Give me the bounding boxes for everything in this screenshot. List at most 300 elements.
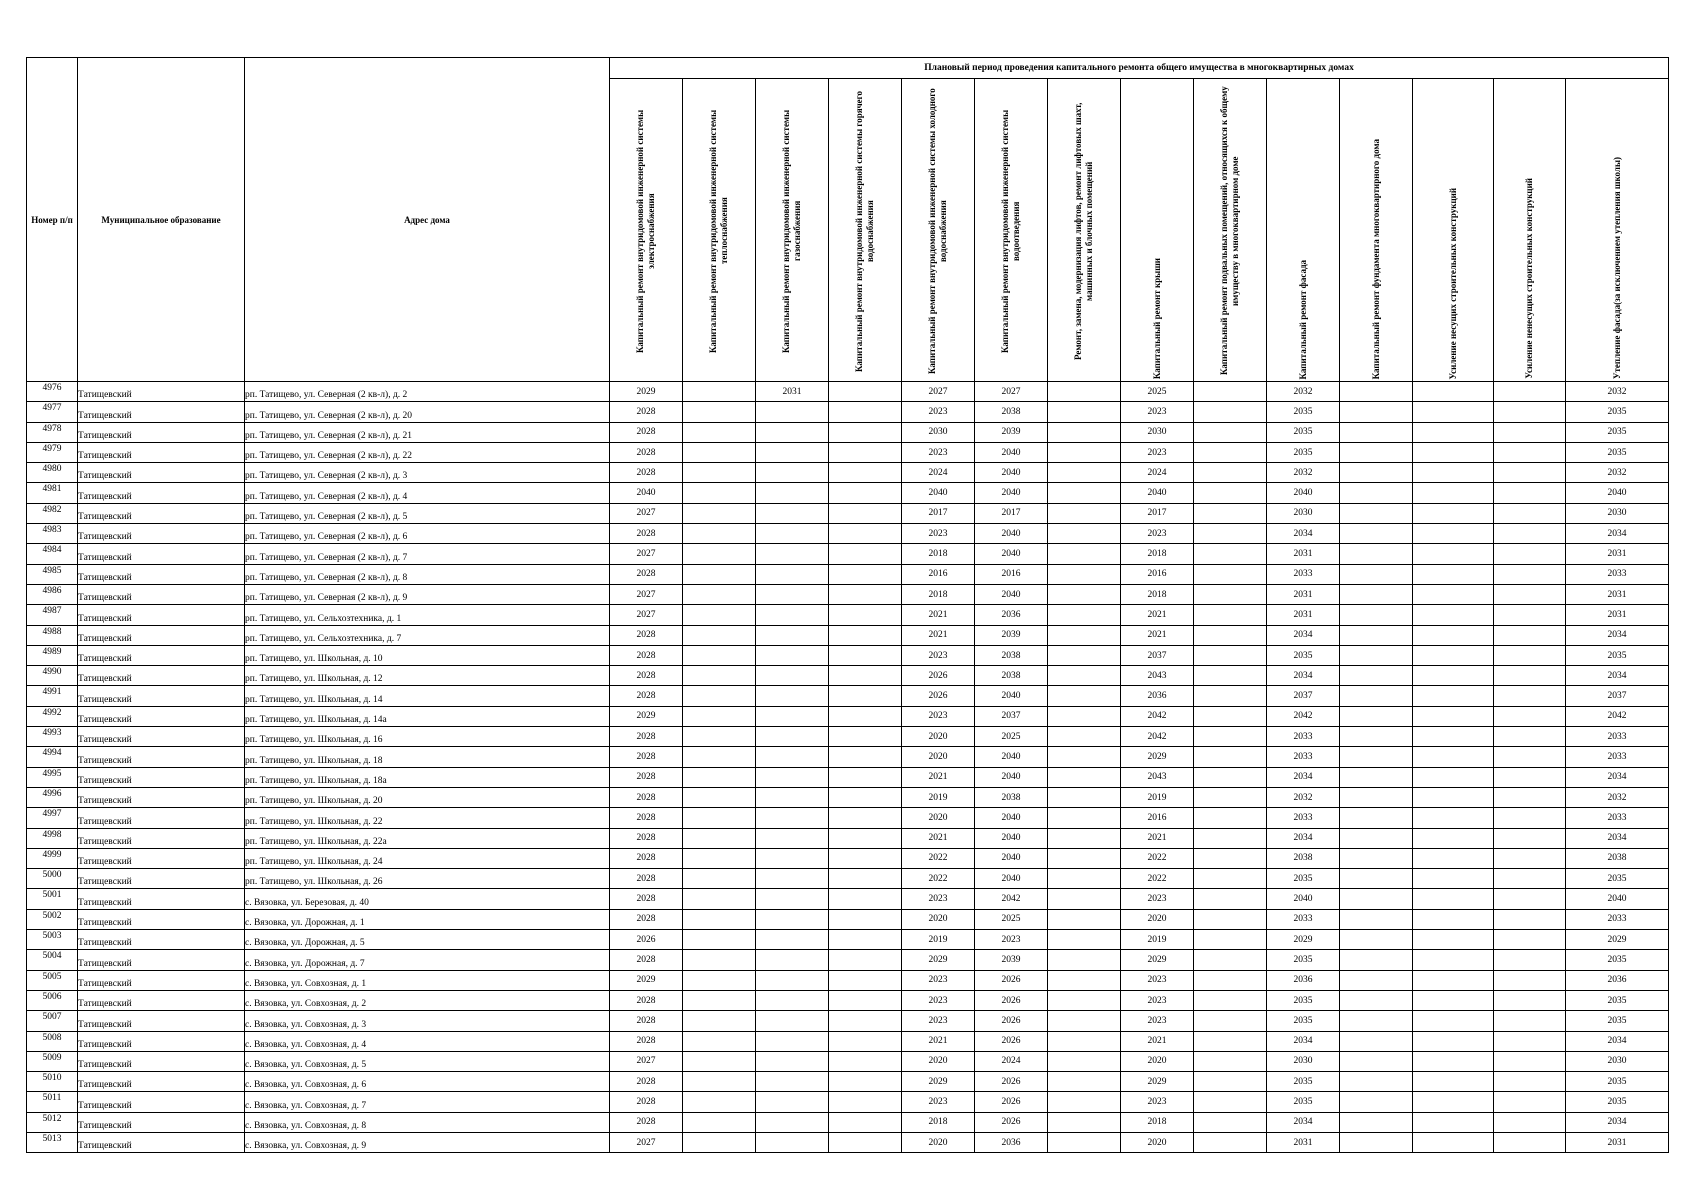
row-year-cell	[1048, 747, 1121, 767]
row-year-cell	[1413, 706, 1494, 726]
row-year-cell: 2023	[902, 442, 975, 462]
row-municipality: Татищевский	[78, 808, 245, 828]
row-year-cell	[1194, 544, 1267, 564]
row-number: 4983	[27, 524, 78, 544]
row-year-cell: 2034	[1267, 1112, 1340, 1132]
row-year-cell	[683, 1072, 756, 1092]
row-year-cell	[1340, 1011, 1413, 1031]
table-row	[27, 1132, 1669, 1152]
row-year-cell: 2029	[610, 382, 683, 402]
row-number: 4987	[27, 605, 78, 625]
row-year-cell	[1194, 686, 1267, 706]
row-year-cell	[756, 828, 829, 848]
row-year-cell	[756, 747, 829, 767]
row-year-cell	[1048, 909, 1121, 929]
row-year-cell	[683, 990, 756, 1010]
header-planned-period: Плановый период проведения капитального ремонта общего имущества в многоквартирных домах	[610, 58, 1669, 79]
row-year-cell	[1494, 848, 1566, 868]
row-year-cell	[1413, 869, 1494, 889]
row-year-cell	[683, 625, 756, 645]
header-work-type	[1121, 79, 1194, 382]
header-work-label: Капитальный ремонт внутридомовой инженерной системы холодного водоснабжения	[927, 88, 948, 374]
table-row	[27, 869, 1669, 889]
row-year-cell: 2026	[975, 1011, 1048, 1031]
row-year-cell: 2021	[1121, 625, 1194, 645]
header-work-type	[975, 79, 1048, 382]
row-year-cell	[1194, 727, 1267, 747]
row-address: рп. Татищево, ул. Школьная, д. 24	[245, 848, 610, 868]
table-header	[27, 58, 1669, 382]
row-number: 5006	[27, 990, 78, 1010]
row-year-cell: 2028	[610, 828, 683, 848]
header-work-type	[683, 79, 756, 382]
row-year-cell	[756, 1132, 829, 1152]
row-year-cell	[683, 828, 756, 848]
row-year-cell	[1194, 828, 1267, 848]
row-year-cell: 2043	[1121, 767, 1194, 787]
row-year-cell	[829, 402, 902, 422]
row-year-cell: 2040	[975, 442, 1048, 462]
header-work-label: Капитальный ремонт внутридомовой инженерной системы газоснабжения	[781, 109, 802, 353]
table-row	[27, 808, 1669, 828]
row-year-cell: 2028	[610, 1031, 683, 1051]
row-year-cell	[756, 889, 829, 909]
row-municipality: Татищевский	[78, 889, 245, 909]
row-year-cell	[1413, 990, 1494, 1010]
row-year-cell: 2021	[1121, 828, 1194, 848]
row-year-cell	[829, 524, 902, 544]
row-number: 4976	[27, 382, 78, 402]
table-row	[27, 1031, 1669, 1051]
table-row	[27, 1072, 1669, 1092]
row-year-cell	[829, 463, 902, 483]
row-year-cell: 2018	[1121, 1112, 1194, 1132]
row-year-cell: 2028	[610, 889, 683, 909]
row-year-cell	[756, 869, 829, 889]
row-address: рп. Татищево, ул. Северная (2 кв-л), д. 6	[245, 524, 610, 544]
row-year-cell	[1494, 584, 1566, 604]
row-year-cell	[1494, 605, 1566, 625]
row-year-cell	[756, 848, 829, 868]
row-year-cell: 2037	[1267, 686, 1340, 706]
row-year-cell: 2040	[975, 584, 1048, 604]
row-year-cell: 2038	[975, 787, 1048, 807]
row-year-cell	[1194, 1112, 1267, 1132]
row-number: 4977	[27, 402, 78, 422]
row-municipality: Татищевский	[78, 848, 245, 868]
row-year-cell: 2034	[1267, 767, 1340, 787]
row-year-cell	[1048, 1112, 1121, 1132]
row-year-cell	[1194, 422, 1267, 442]
table-row	[27, 442, 1669, 462]
row-year-cell: 2023	[1121, 970, 1194, 990]
row-year-cell	[1494, 564, 1566, 584]
row-year-cell	[683, 787, 756, 807]
row-year-cell: 2040	[975, 848, 1048, 868]
row-year-cell: 2019	[1121, 787, 1194, 807]
row-year-cell	[1340, 524, 1413, 544]
row-year-cell: 2036	[975, 1132, 1048, 1152]
row-year-cell: 2023	[902, 889, 975, 909]
row-year-cell	[756, 503, 829, 523]
table-row	[27, 787, 1669, 807]
row-year-cell: 2027	[610, 1051, 683, 1071]
table-row	[27, 686, 1669, 706]
row-year-cell: 2039	[975, 950, 1048, 970]
row-year-cell: 2028	[610, 645, 683, 665]
row-year-cell: 2024	[1121, 463, 1194, 483]
row-year-cell: 2035	[1267, 1011, 1340, 1031]
row-year-cell	[1494, 402, 1566, 422]
row-year-cell	[683, 747, 756, 767]
row-year-cell: 2040	[1267, 483, 1340, 503]
row-number: 5005	[27, 970, 78, 990]
row-year-cell	[1048, 930, 1121, 950]
row-year-cell	[1340, 1092, 1413, 1112]
row-year-cell: 2027	[610, 1132, 683, 1152]
row-address: рп. Татищево, ул. Северная (2 кв-л), д. 8	[245, 564, 610, 584]
row-year-cell: 2035	[1566, 1072, 1669, 1092]
header-address: Адрес дома	[245, 58, 610, 382]
row-year-cell	[1413, 666, 1494, 686]
row-municipality: Татищевский	[78, 747, 245, 767]
row-year-cell	[1340, 869, 1413, 889]
row-year-cell	[1494, 787, 1566, 807]
row-number: 4998	[27, 828, 78, 848]
header-work-label: Ремонт, замена, модернизация лифтов, ремонт лифтовых шахт, машинных и блочных помещений	[1073, 102, 1094, 360]
row-year-cell	[829, 990, 902, 1010]
row-year-cell: 2031	[1267, 1132, 1340, 1152]
row-year-cell	[1494, 666, 1566, 686]
row-address: с. Вязовка, ул. Совхозная, д. 3	[245, 1011, 610, 1031]
row-year-cell	[1048, 808, 1121, 828]
row-address: рп. Татищево, ул. Северная (2 кв-л), д. 22	[245, 442, 610, 462]
row-year-cell	[1194, 808, 1267, 828]
row-year-cell	[829, 666, 902, 686]
row-year-cell	[683, 402, 756, 422]
row-year-cell: 2039	[975, 422, 1048, 442]
row-year-cell	[1194, 970, 1267, 990]
row-year-cell	[1413, 950, 1494, 970]
row-year-cell	[1494, 442, 1566, 462]
row-year-cell	[756, 463, 829, 483]
table-body	[27, 382, 1669, 1153]
row-year-cell: 2036	[975, 605, 1048, 625]
header-work-label: Капитальный ремонт внутридомовой инженерной системы теплоснабжения	[708, 109, 729, 353]
row-year-cell: 2038	[1566, 848, 1669, 868]
row-year-cell	[683, 442, 756, 462]
row-year-cell	[1413, 808, 1494, 828]
row-address: рп. Татищево, ул. Школьная, д. 12	[245, 666, 610, 686]
row-municipality: Татищевский	[78, 1092, 245, 1112]
row-year-cell	[1048, 1011, 1121, 1031]
row-number: 5003	[27, 930, 78, 950]
row-year-cell: 2040	[975, 463, 1048, 483]
row-year-cell	[1494, 1132, 1566, 1152]
row-year-cell	[756, 909, 829, 929]
row-year-cell: 2021	[902, 625, 975, 645]
row-address: рп. Татищево, ул. Сельхозтехника, д. 7	[245, 625, 610, 645]
row-year-cell	[1494, 808, 1566, 828]
row-year-cell: 2035	[1267, 402, 1340, 422]
row-year-cell	[1494, 382, 1566, 402]
row-year-cell: 2040	[975, 767, 1048, 787]
row-year-cell	[756, 950, 829, 970]
header-work-type	[1048, 79, 1121, 382]
row-year-cell: 2021	[902, 828, 975, 848]
row-year-cell	[1340, 503, 1413, 523]
row-year-cell	[683, 645, 756, 665]
row-year-cell	[1048, 422, 1121, 442]
row-municipality: Татищевский	[78, 686, 245, 706]
table-row	[27, 564, 1669, 584]
row-year-cell	[829, 787, 902, 807]
row-year-cell	[1340, 442, 1413, 462]
row-year-cell	[1494, 503, 1566, 523]
row-year-cell	[1340, 564, 1413, 584]
row-year-cell: 2028	[610, 422, 683, 442]
row-year-cell: 2035	[1267, 869, 1340, 889]
row-year-cell	[1413, 727, 1494, 747]
row-year-cell: 2037	[1121, 645, 1194, 665]
row-address: рп. Татищево, ул. Сельхозтехника, д. 1	[245, 605, 610, 625]
row-year-cell	[829, 544, 902, 564]
row-year-cell	[1340, 747, 1413, 767]
row-year-cell	[1494, 767, 1566, 787]
row-year-cell: 2031	[1566, 544, 1669, 564]
row-year-cell	[1413, 564, 1494, 584]
row-year-cell	[1194, 909, 1267, 929]
row-year-cell	[1048, 605, 1121, 625]
header-work-type	[829, 79, 902, 382]
row-year-cell	[1194, 787, 1267, 807]
row-year-cell	[829, 747, 902, 767]
row-year-cell: 2040	[1121, 483, 1194, 503]
row-year-cell	[1194, 1051, 1267, 1071]
header-work-label: Капитальный ремонт внутридомовой инженерной системы водоотведения	[1000, 109, 1021, 353]
row-year-cell: 2016	[975, 564, 1048, 584]
row-year-cell: 2028	[610, 909, 683, 929]
table-row	[27, 503, 1669, 523]
row-year-cell: 2030	[1566, 1051, 1669, 1071]
row-year-cell: 2025	[975, 727, 1048, 747]
row-year-cell: 2028	[610, 463, 683, 483]
row-year-cell	[1413, 848, 1494, 868]
row-number: 4993	[27, 727, 78, 747]
row-year-cell	[1494, 1092, 1566, 1112]
row-number: 4978	[27, 422, 78, 442]
row-year-cell	[1194, 463, 1267, 483]
row-year-cell: 2031	[1566, 1132, 1669, 1152]
row-year-cell	[1413, 930, 1494, 950]
header-work-type	[610, 79, 683, 382]
row-year-cell: 2034	[1566, 625, 1669, 645]
row-year-cell: 2040	[1566, 483, 1669, 503]
row-number: 4997	[27, 808, 78, 828]
row-year-cell: 2028	[610, 950, 683, 970]
row-year-cell: 2033	[1267, 747, 1340, 767]
row-year-cell: 2038	[975, 645, 1048, 665]
row-number: 4990	[27, 666, 78, 686]
row-year-cell: 2026	[902, 686, 975, 706]
row-year-cell	[683, 382, 756, 402]
row-number: 4991	[27, 686, 78, 706]
table-row	[27, 625, 1669, 645]
row-year-cell: 2042	[975, 889, 1048, 909]
table-row	[27, 544, 1669, 564]
row-year-cell	[1340, 422, 1413, 442]
table-row	[27, 848, 1669, 868]
row-year-cell	[1413, 828, 1494, 848]
row-year-cell	[1413, 686, 1494, 706]
row-year-cell: 2016	[1121, 808, 1194, 828]
row-year-cell	[829, 950, 902, 970]
row-address: рп. Татищево, ул. Школьная, д. 18а	[245, 767, 610, 787]
row-year-cell	[1340, 544, 1413, 564]
row-year-cell: 2028	[610, 747, 683, 767]
row-year-cell	[756, 1011, 829, 1031]
header-work-label: Утепление фасада(за исключением утепления школы)	[1611, 156, 1622, 379]
row-year-cell: 2035	[1267, 1072, 1340, 1092]
row-year-cell: 2028	[610, 666, 683, 686]
row-year-cell	[1048, 666, 1121, 686]
row-year-cell	[683, 767, 756, 787]
row-year-cell	[1194, 442, 1267, 462]
row-year-cell	[1194, 584, 1267, 604]
row-year-cell	[1340, 686, 1413, 706]
row-year-cell	[1194, 1031, 1267, 1051]
row-year-cell	[1494, 828, 1566, 848]
row-year-cell: 2040	[975, 869, 1048, 889]
row-year-cell	[1413, 767, 1494, 787]
row-year-cell: 2032	[1267, 787, 1340, 807]
row-year-cell: 2037	[975, 706, 1048, 726]
row-year-cell	[1340, 727, 1413, 747]
row-year-cell	[1048, 767, 1121, 787]
row-year-cell	[756, 605, 829, 625]
table-row	[27, 706, 1669, 726]
row-year-cell	[1340, 625, 1413, 645]
row-address: рп. Татищево, ул. Северная (2 кв-л), д. 21	[245, 422, 610, 442]
row-year-cell: 2023	[902, 402, 975, 422]
row-year-cell	[756, 808, 829, 828]
header-work-label: Усиление ненесущих строительных конструкций	[1524, 178, 1534, 379]
row-year-cell: 2026	[975, 1092, 1048, 1112]
row-year-cell: 2027	[902, 382, 975, 402]
row-year-cell: 2017	[975, 503, 1048, 523]
row-year-cell: 2035	[1267, 422, 1340, 442]
row-year-cell: 2030	[1121, 422, 1194, 442]
row-year-cell	[756, 666, 829, 686]
table-row	[27, 970, 1669, 990]
table-row	[27, 1112, 1669, 1132]
row-year-cell: 2035	[1566, 402, 1669, 422]
row-year-cell	[1048, 503, 1121, 523]
row-year-cell: 2040	[610, 483, 683, 503]
row-year-cell: 2026	[975, 970, 1048, 990]
header-municipality: Муниципальное образование	[78, 58, 245, 382]
row-year-cell	[829, 727, 902, 747]
row-number: 4999	[27, 848, 78, 868]
row-year-cell	[1413, 605, 1494, 625]
table-row	[27, 747, 1669, 767]
row-year-cell	[1194, 605, 1267, 625]
table-row	[27, 605, 1669, 625]
row-address: с. Вязовка, ул. Дорожная, д. 1	[245, 909, 610, 929]
header-work-label: Капитальный ремонт подвальных помещений, относящихся к общему имуществу в многоквартирном доме	[1219, 86, 1240, 376]
row-year-cell	[1048, 463, 1121, 483]
row-year-cell: 2035	[1267, 950, 1340, 970]
row-year-cell	[1340, 483, 1413, 503]
row-address: рп. Татищево, ул. Школьная, д. 10	[245, 645, 610, 665]
row-year-cell: 2028	[610, 787, 683, 807]
row-year-cell	[829, 889, 902, 909]
row-year-cell: 2023	[902, 706, 975, 726]
row-year-cell: 2038	[1267, 848, 1340, 868]
row-year-cell: 2032	[1267, 463, 1340, 483]
row-year-cell: 2034	[1566, 666, 1669, 686]
row-year-cell: 2034	[1267, 828, 1340, 848]
row-year-cell	[1413, 463, 1494, 483]
row-year-cell	[756, 584, 829, 604]
row-year-cell: 2023	[1121, 442, 1194, 462]
row-year-cell: 2025	[975, 909, 1048, 929]
row-year-cell	[1048, 950, 1121, 970]
row-year-cell	[829, 909, 902, 929]
row-year-cell	[756, 564, 829, 584]
row-year-cell: 2030	[902, 422, 975, 442]
row-year-cell	[1048, 402, 1121, 422]
row-year-cell	[1048, 1051, 1121, 1071]
row-year-cell	[1494, 1031, 1566, 1051]
row-year-cell	[829, 1011, 902, 1031]
row-year-cell: 2023	[902, 970, 975, 990]
row-municipality: Татищевский	[78, 767, 245, 787]
header-work-type	[1494, 79, 1566, 382]
row-municipality: Татищевский	[78, 544, 245, 564]
row-year-cell: 2027	[610, 544, 683, 564]
row-year-cell: 2033	[1566, 727, 1669, 747]
row-year-cell	[756, 990, 829, 1010]
row-year-cell: 2035	[1566, 950, 1669, 970]
row-year-cell	[1413, 889, 1494, 909]
row-year-cell: 2035	[1267, 990, 1340, 1010]
row-year-cell: 2034	[1566, 1112, 1669, 1132]
row-year-cell	[1340, 1112, 1413, 1132]
row-year-cell	[756, 483, 829, 503]
row-year-cell	[1194, 645, 1267, 665]
row-year-cell	[1340, 1031, 1413, 1051]
row-year-cell: 2040	[975, 828, 1048, 848]
row-year-cell	[1494, 930, 1566, 950]
row-address: рп. Татищево, ул. Северная (2 кв-л), д. 20	[245, 402, 610, 422]
row-year-cell: 2040	[975, 686, 1048, 706]
row-number: 4984	[27, 544, 78, 564]
row-year-cell: 2018	[902, 584, 975, 604]
row-year-cell: 2040	[902, 483, 975, 503]
row-year-cell: 2020	[1121, 909, 1194, 929]
row-year-cell	[683, 666, 756, 686]
row-year-cell	[756, 625, 829, 645]
row-year-cell	[756, 706, 829, 726]
row-year-cell: 2029	[1121, 1072, 1194, 1092]
row-year-cell	[1413, 524, 1494, 544]
row-number: 4995	[27, 767, 78, 787]
row-year-cell: 2020	[1121, 1132, 1194, 1152]
row-year-cell: 2028	[610, 402, 683, 422]
row-year-cell	[683, 909, 756, 929]
row-year-cell: 2029	[902, 1072, 975, 1092]
